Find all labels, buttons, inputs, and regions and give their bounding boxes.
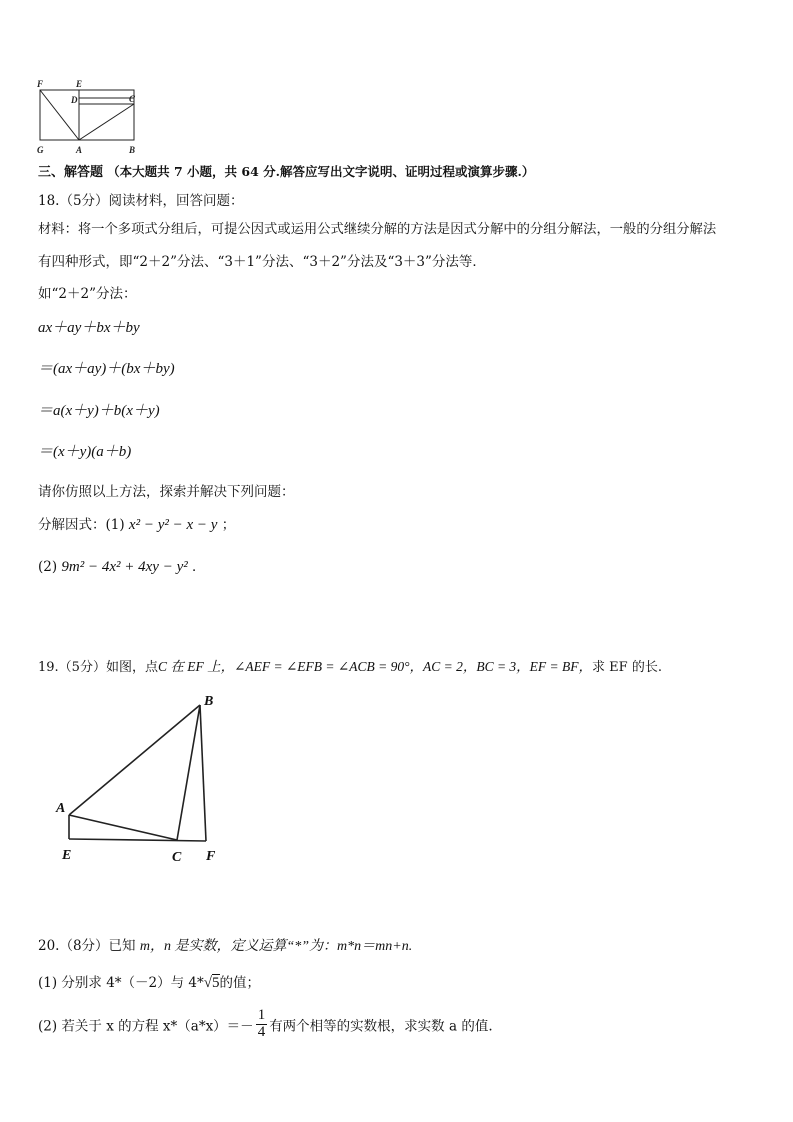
rectangle-figure — [30, 76, 150, 158]
q18-material-line1: 材料：将一个多项式分组后，可提公因式或运用公式继续分解的方法是因式分解中的分组分解法，一般的分组分解法 — [38, 222, 717, 237]
q18-step3: ＝a(x＋y)＋b(x＋y) — [38, 403, 160, 419]
q18-part2-expr: 9m² − 4x² + 4xy − y² — [61, 559, 188, 575]
q19-conditions: ∠AEF = ∠EFB = ∠ACB = 90°，AC = 2，BC = 3，EF = BF， — [234, 659, 593, 674]
q18-header: 18.（5分）阅读材料，回答问题： — [38, 193, 244, 209]
q19-c-on-ef: C 在 EF 上， — [157, 659, 235, 674]
label-E2: E — [62, 848, 72, 863]
q18-part2-end: ． — [192, 559, 206, 575]
fraction — [256, 1008, 268, 1041]
sqrt-radicand: 5 — [212, 975, 220, 991]
q20-part2-pre: (2) 若关于 x 的方程 x*（a*x）＝－ — [38, 1018, 254, 1035]
q19-question: 求 EF 的长. — [592, 660, 662, 675]
label-A2: A — [56, 801, 66, 816]
q18-instruction: 请你仿照以上方法，探索并解决下列问题： — [38, 484, 295, 500]
q20-part1-post: 的值； — [219, 975, 260, 991]
q18-step1: ax＋ay＋bx＋by — [38, 320, 140, 336]
q19-header: 19.（5分）如图，点 — [38, 660, 158, 675]
q18-step4: ＝(x＋y)(a＋b) — [38, 444, 132, 460]
q20-part1-pre: (1) 分别求 4*（－2）与 4* — [38, 975, 204, 991]
label-F: F — [37, 79, 44, 89]
label-B: B — [129, 145, 136, 155]
q20-header-rest: m，n 是实数，定义运算“*”为：m*n＝mn+n. — [139, 939, 413, 954]
fraction-denominator: 4 — [257, 1023, 266, 1040]
section-title: 三、解答题 — [38, 165, 104, 180]
q20-part1 — [38, 971, 260, 992]
section-heading — [38, 161, 534, 180]
label-D: D — [71, 95, 78, 105]
q18-material-line2: 有四种形式，即“2＋2”分法、“3＋1”分法、“3＋2”分法及“3＋3”分法等． — [38, 254, 486, 270]
label-A: A — [76, 145, 83, 155]
q18-example-intro: 如“2＋2”分法： — [38, 286, 137, 302]
q18-part1-end: ； — [221, 517, 236, 533]
label-G: G — [37, 145, 44, 155]
q18-part2-label: (2) — [38, 559, 58, 575]
q18-step2: ＝(ax＋ay)＋(bx＋by) — [38, 361, 175, 377]
section-note: （本大题共 7 小题，共 64 分.解答应写出文字说明、证明过程或演算步骤.） — [107, 164, 535, 179]
triangle-figure — [50, 688, 230, 868]
q20-part2 — [38, 1008, 493, 1041]
sqrt-symbol: √ — [203, 975, 212, 991]
q20-header: 20.（8分）已知 — [38, 938, 136, 954]
q18-part1 — [38, 513, 235, 534]
label-B2: B — [204, 694, 214, 709]
label-C: C — [129, 94, 136, 104]
q18-part1-label: 分解因式：(1) — [38, 517, 125, 533]
label-E: E — [76, 79, 83, 89]
q19-text — [38, 655, 662, 675]
label-C2: C — [172, 850, 182, 865]
q18-part1-expr: x² − y² − x − y — [128, 517, 218, 533]
fraction-numerator: 1 — [257, 1007, 266, 1023]
q20-part2-post: 有两个相等的实数根，求实数 a 的值. — [269, 1018, 493, 1035]
label-F2: F — [206, 849, 216, 864]
q18-part2 — [38, 555, 206, 576]
q20-header-line — [38, 934, 412, 955]
